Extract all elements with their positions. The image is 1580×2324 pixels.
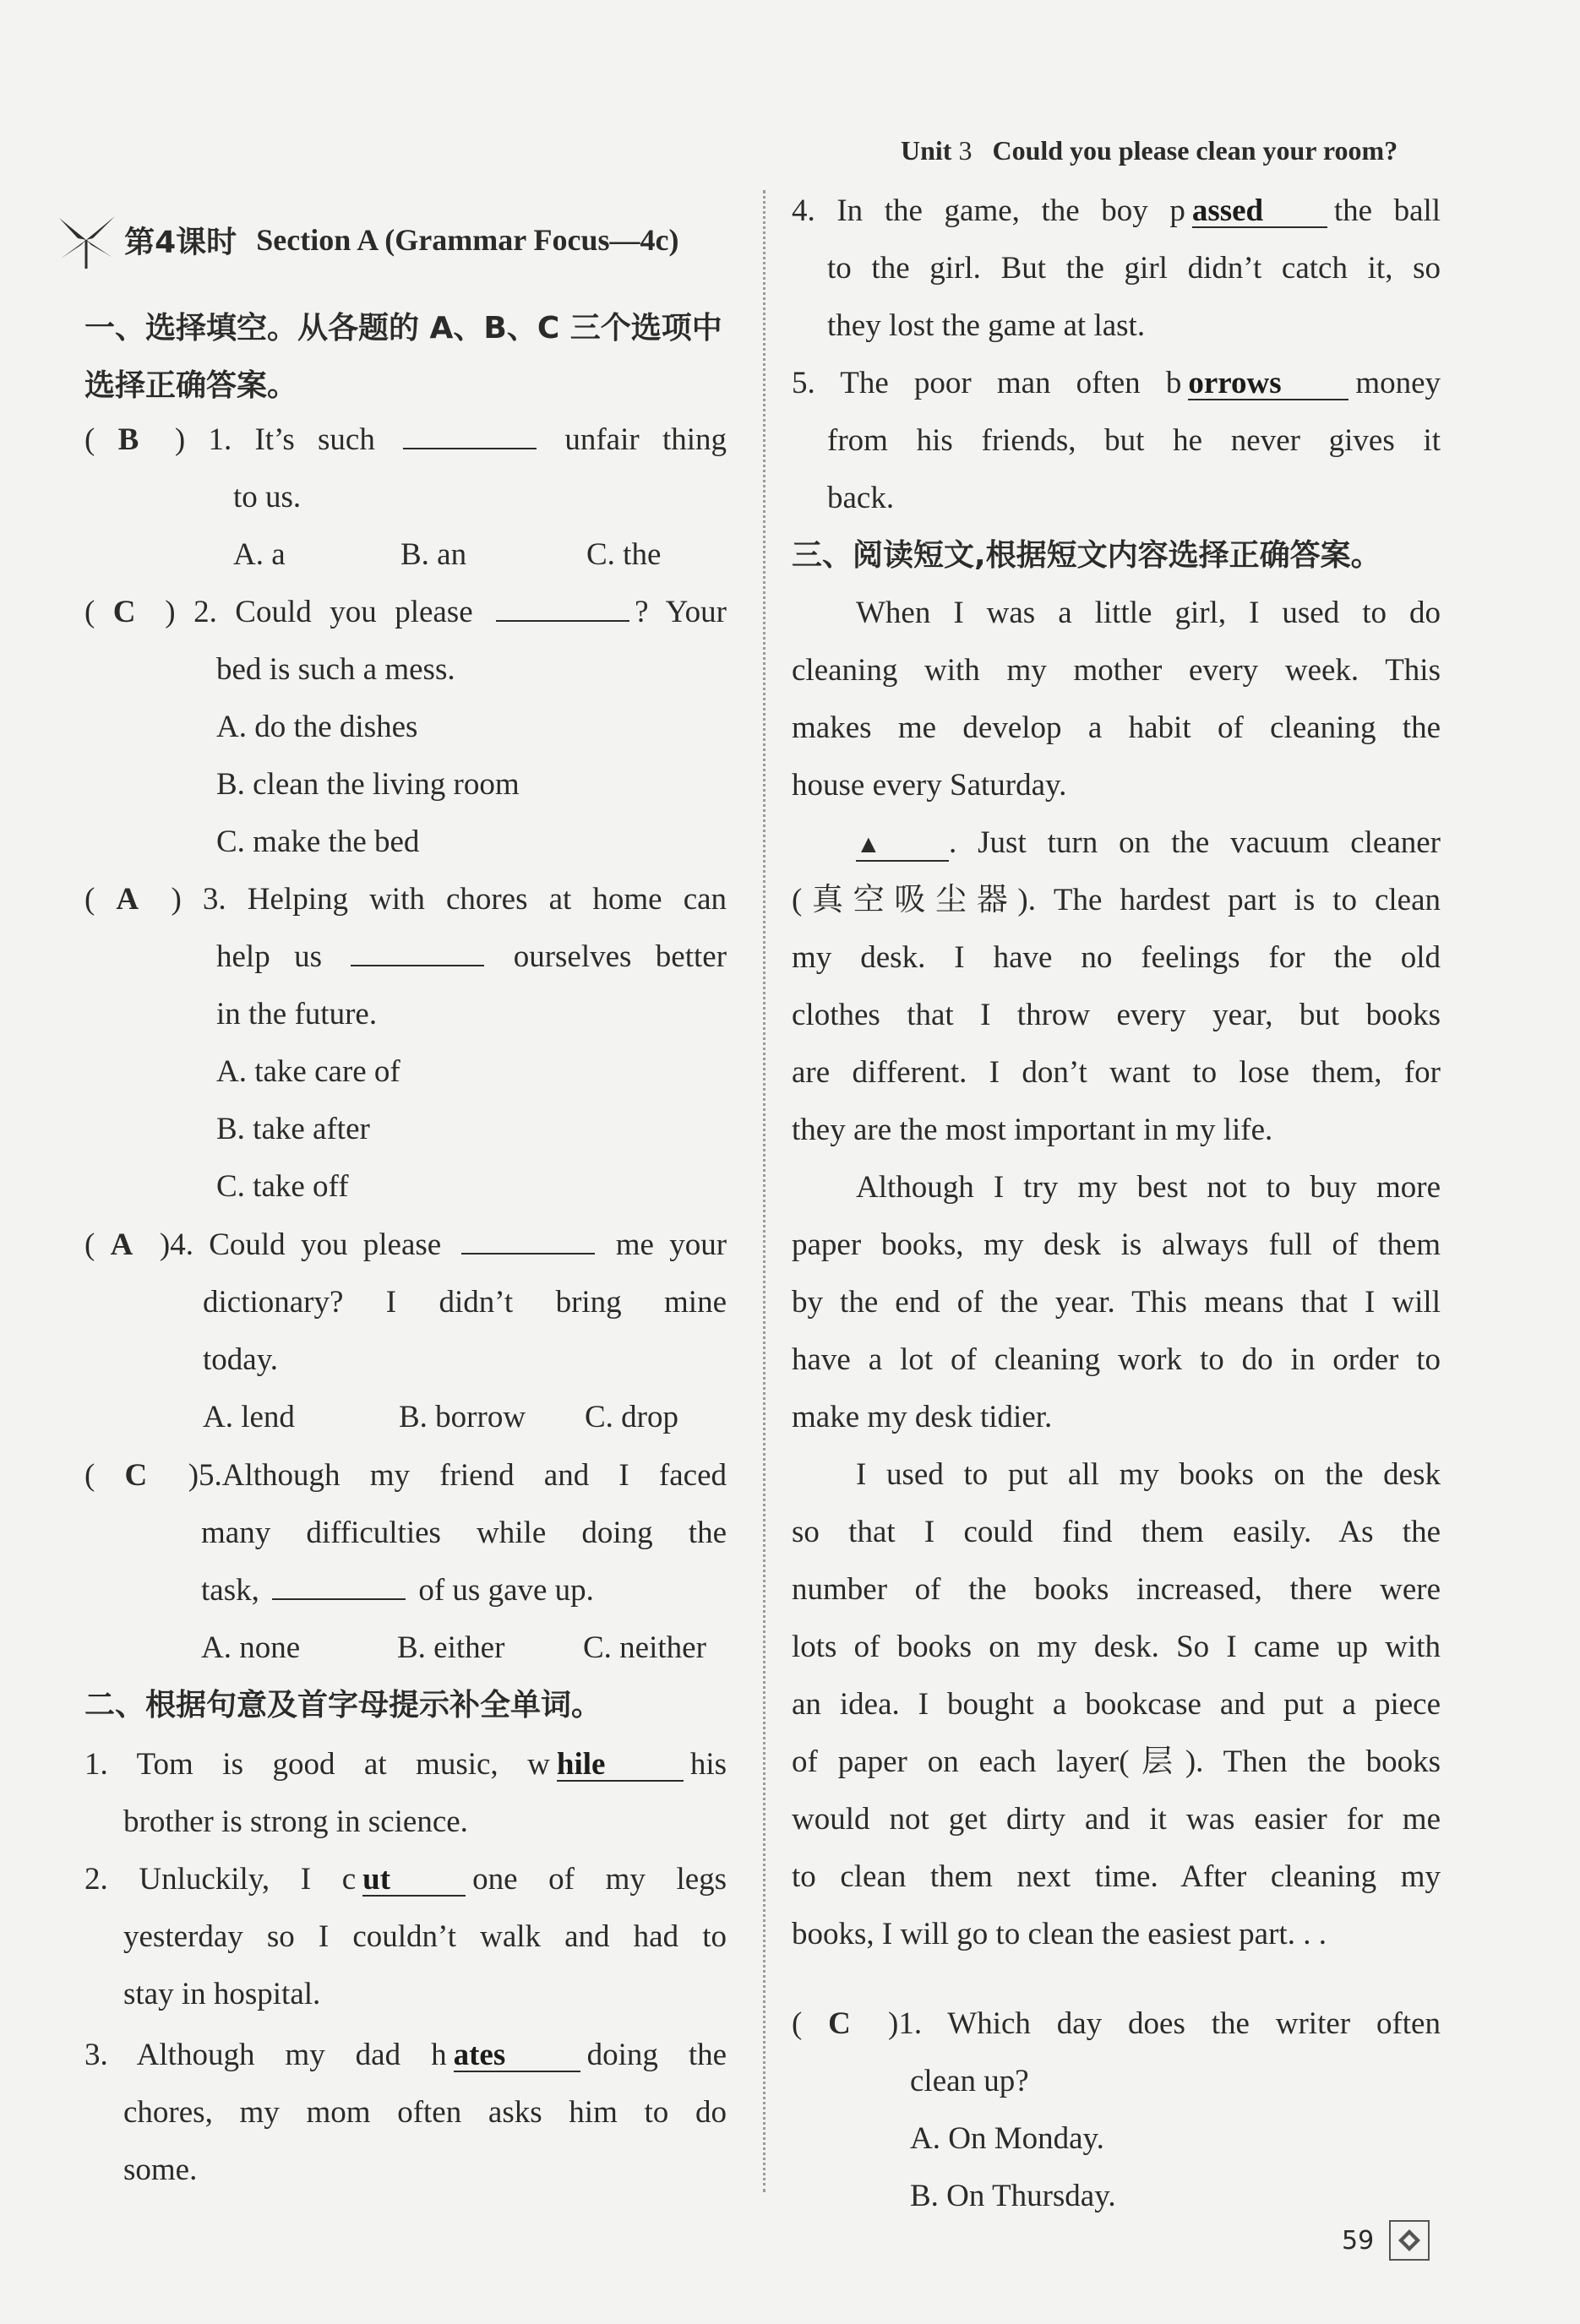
option-a[interactable]: A. a	[233, 537, 286, 572]
lesson-section: Section A (Grammar Focus—4c)	[256, 223, 679, 257]
mc-question-3: ( A ) 3. Helping with chores at home can help us ourselves better in the future. A. take care of B. take after C. take off	[84, 871, 727, 1216]
passage-line: would not get dirty and it was easier for me	[792, 1802, 1441, 1837]
part3-heading: 三、阅读短文,根据短文内容选择正确答案。	[792, 538, 1381, 573]
passage-line: by the end of the year. This means that I will	[792, 1285, 1441, 1320]
passage-line: I used to put all my books on the desk	[856, 1457, 1441, 1492]
option-a[interactable]: A. none	[201, 1630, 301, 1665]
answer-blank[interactable]	[496, 595, 629, 622]
option-a[interactable]: A. lend	[203, 1400, 295, 1434]
reading-passage	[792, 585, 1441, 1963]
passage-line: of paper on each layer(层). Then the books	[792, 1744, 1441, 1779]
filled-answer[interactable]: ut	[362, 1864, 466, 1897]
unit-label: Unit	[901, 135, 952, 166]
option-b[interactable]: B. clean the living room	[216, 767, 520, 802]
passage-line: my desk. I have no feelings for the old	[792, 940, 1441, 975]
diamond-icon	[1396, 2227, 1423, 2254]
passage-line: makes me develop a habit of cleaning the	[792, 710, 1441, 745]
answer-blank[interactable]	[403, 422, 537, 449]
answer-mark: B	[117, 422, 139, 457]
page-badge	[1389, 2220, 1430, 2261]
windmill-logo-icon	[52, 210, 120, 270]
passage-line: Although I try my best not to buy more	[856, 1170, 1441, 1205]
passage-line: (真空吸尘器). The hardest part is to clean	[792, 883, 1441, 917]
answer-blank[interactable]	[461, 1227, 595, 1255]
option-c[interactable]: C. neither	[583, 1630, 706, 1665]
missing-sentence-marker[interactable]: ▲	[856, 830, 949, 862]
column-divider	[763, 190, 765, 2192]
passage-line: When I was a little girl, I used to do	[856, 596, 1441, 630]
option-a[interactable]: A. do the dishes	[216, 710, 418, 744]
option-a[interactable]: A. On Monday.	[910, 2121, 1104, 2156]
part1-heading: 一、选择填空。从各题的 A、B、C 三个选项中 选择正确答案。	[84, 311, 722, 403]
answer-blank[interactable]	[351, 939, 484, 966]
answer-mark: C	[112, 595, 136, 629]
passage-line: make my desk tidier.	[792, 1400, 1053, 1434]
mc-question-2: ( C ) 2. Could you please ? Your bed is such a mess. A. do the dishes B. clean the living room C. make the bed	[84, 584, 727, 871]
reading-question-1: ( C )1. Which day does the writer often clean up? A. On Monday. B. On Thursday.	[792, 1995, 1441, 2225]
passage-line: clothes that I throw every year, but books	[792, 998, 1441, 1032]
passage-line: paper books, my desk is always full of them	[792, 1227, 1441, 1262]
fill-question-2: 2. Unluckily, I c ut one of my legs yesterday so I couldn’t walk and had to stay in hospital.	[84, 1862, 727, 2011]
passage-line: cleaning with my mother every week. This	[792, 653, 1441, 688]
fill-question-3: 3. Although my dad h ates doing the chores, my mom often asks him to do some.	[84, 2038, 727, 2187]
answer-blank[interactable]	[272, 1573, 406, 1600]
page-number: 59	[1342, 2226, 1375, 2256]
option-b[interactable]: B. either	[397, 1630, 505, 1665]
option-c[interactable]: C. drop	[585, 1400, 678, 1434]
fill-question-4: 4. In the game, the boy p assed the ball to the girl. But the girl didn’t catch it, so they lost the game at last.	[792, 193, 1441, 343]
passage-line: to clean them next time. After cleaning my	[792, 1859, 1441, 1894]
answer-mark: A	[110, 1227, 133, 1262]
passage-line: lots of books on my desk. So I came up with	[792, 1630, 1441, 1664]
mc-question-4: ( A )4. Could you please me your dictionary? I didn’t bring mine today. A. lend B. borrow C. drop	[84, 1216, 727, 1446]
answer-mark: C	[828, 2006, 851, 2041]
option-c[interactable]: C. take off	[216, 1169, 349, 1204]
option-c[interactable]: C. make the bed	[216, 825, 420, 859]
filled-answer[interactable]: assed	[1192, 196, 1327, 228]
passage-line: have a lot of cleaning work to do in order to	[792, 1342, 1441, 1377]
option-a[interactable]: A. take care of	[216, 1054, 400, 1089]
running-header	[901, 135, 1397, 166]
passage-line: ▲ . Just turn on the vacuum cleaner	[856, 825, 1441, 860]
option-b[interactable]: B. take after	[216, 1112, 370, 1146]
lesson-label: 第4课时	[124, 225, 237, 260]
mc-question-5: ( C )5.Although my friend and I faced many difficulties while doing the task, of us gave up. A. none B. either C. neither	[84, 1447, 727, 1677]
filled-answer[interactable]: orrows	[1188, 368, 1348, 400]
passage-line: are different. I don’t want to lose them, for	[792, 1055, 1441, 1090]
passage-line: books, I will go to clean the easiest part. . .	[792, 1917, 1327, 1951]
lesson-title	[52, 210, 679, 270]
answer-mark: A	[116, 882, 139, 917]
passage-line: house every Saturday.	[792, 768, 1067, 803]
part2-heading: 二、根据句意及首字母提示补全单词。	[84, 1688, 602, 1723]
option-b[interactable]: B. On Thursday.	[910, 2179, 1116, 2213]
mc-question-1: ( B ) 1. It’s such unfair thing to us. A. a B. an C. the	[84, 411, 727, 584]
filled-answer[interactable]: ates	[454, 2040, 580, 2072]
fill-question-5: 5. The poor man often b orrows money from his friends, but he never gives it back.	[792, 366, 1441, 515]
passage-line: an idea. I bought a bookcase and put a piece	[792, 1687, 1441, 1722]
filled-answer[interactable]: hile	[557, 1750, 684, 1782]
option-b[interactable]: B. borrow	[399, 1400, 526, 1434]
passage-line: they are the most important in my life.	[792, 1113, 1273, 1147]
option-c[interactable]: C. the	[586, 537, 662, 572]
option-b[interactable]: B. an	[400, 537, 467, 572]
fill-question-1: 1. Tom is good at music, w hile his brother is strong in science.	[84, 1747, 727, 1839]
passage-line: so that I could find them easily. As the	[792, 1515, 1441, 1549]
passage-line: number of the books increased, there were	[792, 1572, 1441, 1607]
unit-title: Could you please clean your room?	[992, 135, 1398, 166]
answer-mark: C	[124, 1458, 148, 1493]
unit-number: 3	[958, 135, 973, 166]
